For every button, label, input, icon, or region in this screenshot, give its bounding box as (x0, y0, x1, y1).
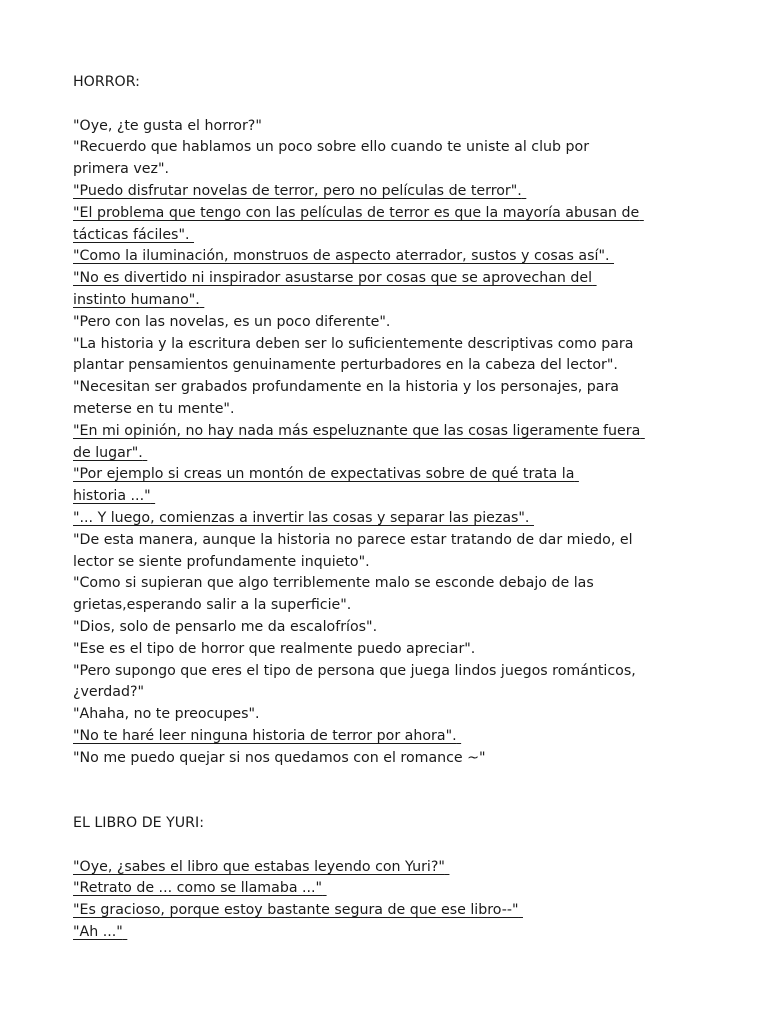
text-line (73, 573, 705, 595)
line-text: "De esta manera, aunque la historia no parece estar tratando de dar miedo, el (73, 531, 633, 548)
blank-line (73, 835, 705, 857)
text-line (73, 748, 705, 770)
text-line (73, 486, 705, 508)
text-line (73, 530, 705, 552)
underlined-text: "Oye, ¿sabes el libro que estabas leyendo con Yuri?" (73, 858, 445, 875)
section-libro-de-yuri-lines (73, 857, 705, 944)
text-line (73, 137, 705, 159)
underlined-text: "Como la iluminación, monstruos de aspecto aterrador, sustos y cosas así". (73, 248, 610, 265)
text-line (73, 268, 705, 290)
text-line (73, 682, 705, 704)
text-line (73, 443, 705, 465)
text-line (73, 878, 705, 900)
line-text: "Necesitan ser grabados profundamente en la historia y los personajes, para (73, 379, 619, 396)
underlined-text: "No es divertido ni inspirador asustarse por cosas que se aprovechan del (73, 270, 593, 287)
line-text: "La historia y la escritura deben ser lo suficientemente descriptivas como para (73, 335, 634, 352)
line-text: "Dios, solo de pensarlo me da escalofríos". (73, 618, 378, 635)
underlined-text: "Ah ..." (73, 924, 123, 941)
line-text: "No me puedo quejar si nos quedamos con el romance ~" (73, 749, 486, 766)
text-line (73, 552, 705, 574)
text-line (73, 726, 705, 748)
text-line (73, 334, 705, 356)
line-text: "Ese es el tipo de horror que realmente puedo apreciar". (73, 640, 476, 657)
underlined-text: "Es gracioso, porque estoy bastante segura de que ese libro--" (73, 902, 519, 919)
text-line (73, 661, 705, 683)
text-line (73, 639, 705, 661)
text-line (73, 857, 705, 879)
text-line (73, 312, 705, 334)
underlined-text: "Retrato de ... como se llamaba ..." (73, 880, 323, 897)
text-line (73, 704, 705, 726)
text-line (73, 464, 705, 486)
underlined-text: instinto humano". (73, 291, 200, 308)
underlined-text: "No te haré leer ninguna historia de terror por ahora". (73, 727, 457, 744)
underlined-text: de lugar". (73, 444, 143, 461)
text-line (73, 508, 705, 530)
line-text: "Pero con las novelas, es un poco diferente". (73, 313, 391, 330)
line-text: "Como si supieran que algo terriblemente malo se esconde debajo de las (73, 575, 594, 592)
text-line (73, 922, 705, 944)
line-text: "Oye, ¿te gusta el horror?" (73, 117, 262, 134)
line-text: meterse en tu mente". (73, 400, 235, 417)
document-body (73, 72, 705, 944)
text-line (73, 159, 705, 181)
underlined-text: historia ..." (73, 488, 151, 505)
text-line (73, 900, 705, 922)
text-line (73, 399, 705, 421)
line-text: primera vez". (73, 161, 169, 178)
section-heading-libro-de-yuri: EL LIBRO DE YURI: (73, 815, 205, 832)
section-horror-lines (73, 116, 705, 770)
line-text: "Recuerdo que hablamos un poco sobre ello cuando te uniste al club por (73, 139, 590, 156)
text-line (73, 225, 705, 247)
underlined-text: "... Y luego, comienzas a invertir las cosas y separar las piezas". (73, 509, 530, 526)
text-line (73, 203, 705, 225)
underlined-text: "Por ejemplo si creas un montón de expectativas sobre de qué trata la (73, 466, 575, 483)
line-text: "Ahaha, no te preocupes". (73, 706, 260, 723)
text-line (73, 617, 705, 639)
text-line (73, 377, 705, 399)
underlined-text: tácticas fáciles". (73, 226, 190, 243)
text-line (73, 355, 705, 377)
blank-line (73, 94, 705, 116)
text-line (73, 181, 705, 203)
line-text: grietas,esperando salir a la superficie". (73, 597, 352, 614)
line-text: ¿verdad?" (73, 684, 144, 701)
underlined-text: "El problema que tengo con las películas de terror es que la mayoría abusan de (73, 204, 640, 221)
text-line (73, 116, 705, 138)
line-text: lector se siente profundamente inquieto". (73, 553, 370, 570)
line-text: "Pero supongo que eres el tipo de persona que juega lindos juegos románticos, (73, 662, 636, 679)
blank-line (73, 770, 705, 814)
text-line (73, 595, 705, 617)
underlined-text: "Puedo disfrutar novelas de terror, pero no películas de terror". (73, 182, 522, 199)
text-line (73, 421, 705, 443)
section-heading-horror: HORROR: (73, 74, 140, 90)
line-text: plantar pensamientos genuinamente perturbadores en la cabeza del lector". (73, 357, 618, 374)
text-line (73, 246, 705, 268)
underlined-text: "En mi opinión, no hay nada más espeluznante que las cosas ligeramente fuera (73, 422, 641, 439)
text-line (73, 290, 705, 312)
